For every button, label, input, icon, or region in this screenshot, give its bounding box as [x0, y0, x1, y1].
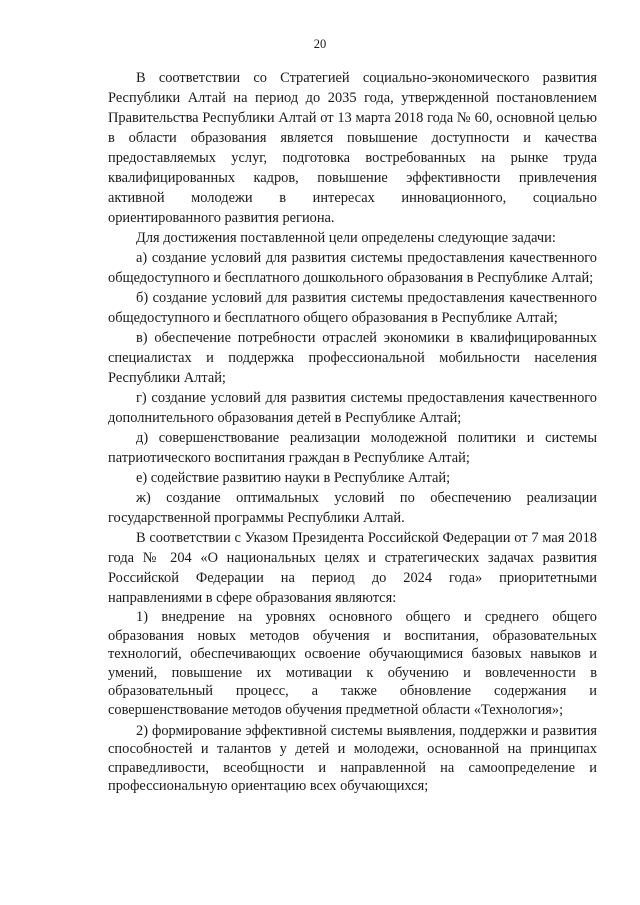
task-item-d: д) совершенствование реализации молодежной политики и системы патриотического воспитания граждан в Республике Алтай; — [108, 430, 597, 466]
page-number: 20 — [313, 37, 327, 51]
intro-paragraph: В соответствии со Стратегией социально-экономического развития Республики Алтай на период до 2035 года, утвержденной постановлением Правительства Республики Алтай от 13 марта 2018 года № 60, основной целью в области образования является повышение доступности и качества предоставляемых услуг, подготовка востребованных на рынке труда квалифицированных кадров, повышение эффективности привлечения активной молодежи в интересах инновационного, социально ориентированного развития региона. — [108, 70, 597, 226]
decree-paragraph: В соответствии с Указом Президента Российской Федерации от 7 мая 2018 года № 204 «О национальных целях и стратегических задачах развития Российской Федерации на период до 2024 года» приоритетными направлениями в сфере образования являются: — [108, 530, 597, 606]
task-item-v: в) обеспечение потребности отраслей экономики в квалифицированных специалистах и поддержка профессиональной мобильности населения Республики Алтай; — [108, 330, 597, 386]
tasks-lead: Для достижения поставленной цели определены следующие задачи: — [136, 230, 556, 246]
task-item-zh: ж) создание оптимальных условий по обеспечению реализации государственной программы Республики Алтай. — [108, 490, 597, 526]
tasks-list — [108, 248, 597, 528]
task-item-g: г) создание условий для развития системы предоставления качественного дополнительного образования детей в Республике Алтай; — [108, 390, 597, 426]
priority-item-2: 2) формирование эффективной системы выявления, поддержки и развития способностей и талантов у детей и молодежи, основанной на принципах справедливости, всеобщности и направленной на самоопределение и профессиональную ориентацию всех обучающихся; — [108, 722, 597, 795]
priority-list — [108, 608, 597, 796]
priority-item-1: 1) внедрение на уровнях основного общего и среднего общего образования новых методов обучения и воспитания, образовательных технологий, обеспечивающих освоение обучающимися базовых навыков и умений, повышение их мотивации к обучению и вовлеченности в образовательный процесс, а также обновление содержания и совершенствование методов обучения предметной области «Технология»; — [108, 609, 597, 718]
task-item-b: б) создание условий для развития системы предоставления качественного общедоступного и бесплатного общего образования в Республике Алтай; — [108, 290, 597, 326]
task-item-e: е) содействие развитию науки в Республике Алтай; — [136, 470, 451, 486]
task-item-a: а) создание условий для развития системы предоставления качественного общедоступного и бесплатного дошкольного образования в Республике Алтай; — [108, 250, 597, 286]
document-body — [108, 68, 597, 798]
